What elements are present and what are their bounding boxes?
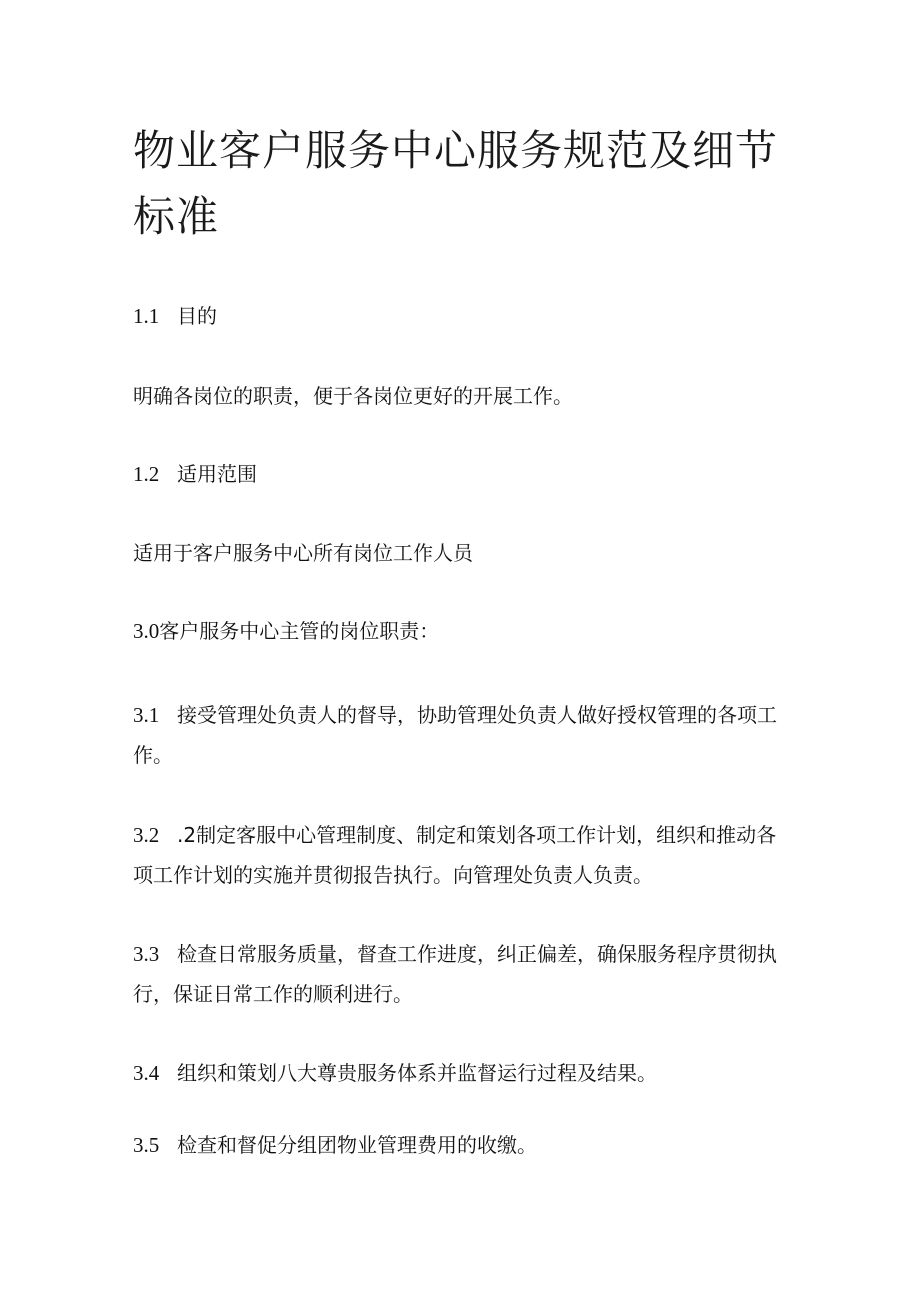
section-1-2 [133, 454, 793, 494]
paragraph-text: 适用于客户服务中心所有岗位工作人员 [133, 541, 473, 565]
scope-paragraph [133, 533, 793, 573]
section-1-1 [133, 296, 793, 336]
section-number: 3.0 [133, 619, 160, 643]
paragraph-text: 明确各岗位的职责，便于各岗位更好的开展工作。 [133, 384, 573, 408]
section-3-0 [133, 611, 793, 651]
section-text: 检查和督促分组团物业管理费用的收缴。 [177, 1133, 537, 1157]
section-3-2 [133, 815, 793, 895]
section-number: 3.1 [133, 703, 160, 727]
section-text: 检查日常服务质量，督查工作进度，纠正偏差，确保服务程序贯彻执行，保证日常工作的顺利进行。 [133, 942, 777, 1006]
section-heading: 客户服务中心主管的岗位职责： [159, 619, 440, 643]
document-title: 物业客户服务中心服务规范及细节标准 [133, 126, 779, 241]
section-number: 1.2 [133, 462, 160, 486]
section-number: 3.4 [133, 1061, 160, 1085]
section-3-4 [133, 1053, 793, 1093]
section-3-3 [133, 934, 793, 1014]
section-heading: 目的 [177, 304, 217, 328]
section-number: 1.1 [133, 304, 160, 328]
section-text: .2制定客服中心管理制度、制定和策划各项工作计划，组织和推动各项工作计划的实施并贯彻报告执行。向管理处负责人负责。 [133, 823, 777, 887]
section-3-1 [133, 695, 793, 775]
section-number: 3.2 [133, 823, 160, 847]
section-heading: 适用范围 [177, 462, 257, 486]
section-3-5 [133, 1125, 793, 1165]
purpose-paragraph [133, 376, 793, 416]
section-text: 接受管理处负责人的督导，协助管理处负责人做好授权管理的各项工作。 [133, 703, 777, 767]
section-number: 3.3 [133, 942, 160, 966]
section-text: 组织和策划八大尊贵服务体系并监督运行过程及结果。 [177, 1061, 657, 1085]
section-number: 3.5 [133, 1133, 160, 1157]
